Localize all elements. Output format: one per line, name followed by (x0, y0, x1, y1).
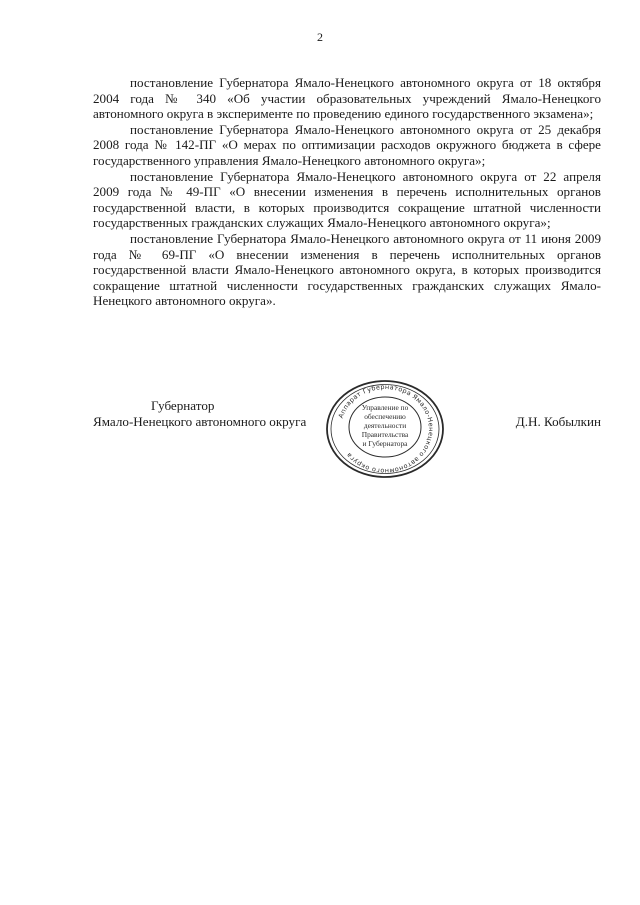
seal-line-2: обеспечению (364, 412, 406, 421)
seal-graphic (317, 379, 453, 479)
seal-line-4: Правительства (361, 430, 409, 439)
document-body (93, 75, 601, 309)
paragraph-1: постановление Губернатора Ямало-Ненецкого автономного округа от 18 октября 2004 года № 340 «Об участии образовательных учреждений Ямало-Ненецкого автономного округа в эксперименте по проведению единого государственного экзамена»; (93, 75, 601, 122)
seal-line-3: деятельности (363, 421, 407, 430)
signatory-title: Губернатор (151, 398, 215, 413)
seal-outer-text: Аппарат Губернатора Ямало-Ненецкого автономного округа (336, 382, 436, 476)
signatory-name: Д.Н. Кобылкин (515, 414, 601, 429)
signatory-region: Ямало-Ненецкого автономного округа (93, 414, 307, 429)
seal-line-1: Управление по (361, 403, 409, 412)
page-number: 2 (317, 30, 323, 44)
official-seal-stamp (317, 379, 453, 479)
paragraph-3: постановление Губернатора Ямало-Ненецкого автономного округа от 22 апреля 2009 года № 49-ПГ «О внесении изменения в перечень исполнительных органов государственной власти, в которых производится сокращение штатной численности государственных гражданских служащих Ямало-Ненецкого автономного округа»; (93, 168, 601, 231)
paragraph-4: постановление Губернатора Ямало-Ненецкого автономного округа от 11 июня 2009 года № 69-ПГ «О внесении изменения в перечень исполнительных органов государственной власти Ямало-Ненецкого автономного округа, в которых производится сокращение штатной численности государственных гражданских служащих Ямало-Ненецкого автономного округа». (93, 230, 601, 309)
paragraph-2: постановление Губернатора Ямало-Ненецкого автономного округа от 25 декабря 2008 года № 142-ПГ «О мерах по оптимизации расходов окружного бюджета в сфере государственного управления Ямало-Ненецкого автономного округа»; (93, 121, 601, 168)
seal-line-5: и Губернатора (362, 439, 408, 448)
seal-center-text (362, 403, 409, 448)
